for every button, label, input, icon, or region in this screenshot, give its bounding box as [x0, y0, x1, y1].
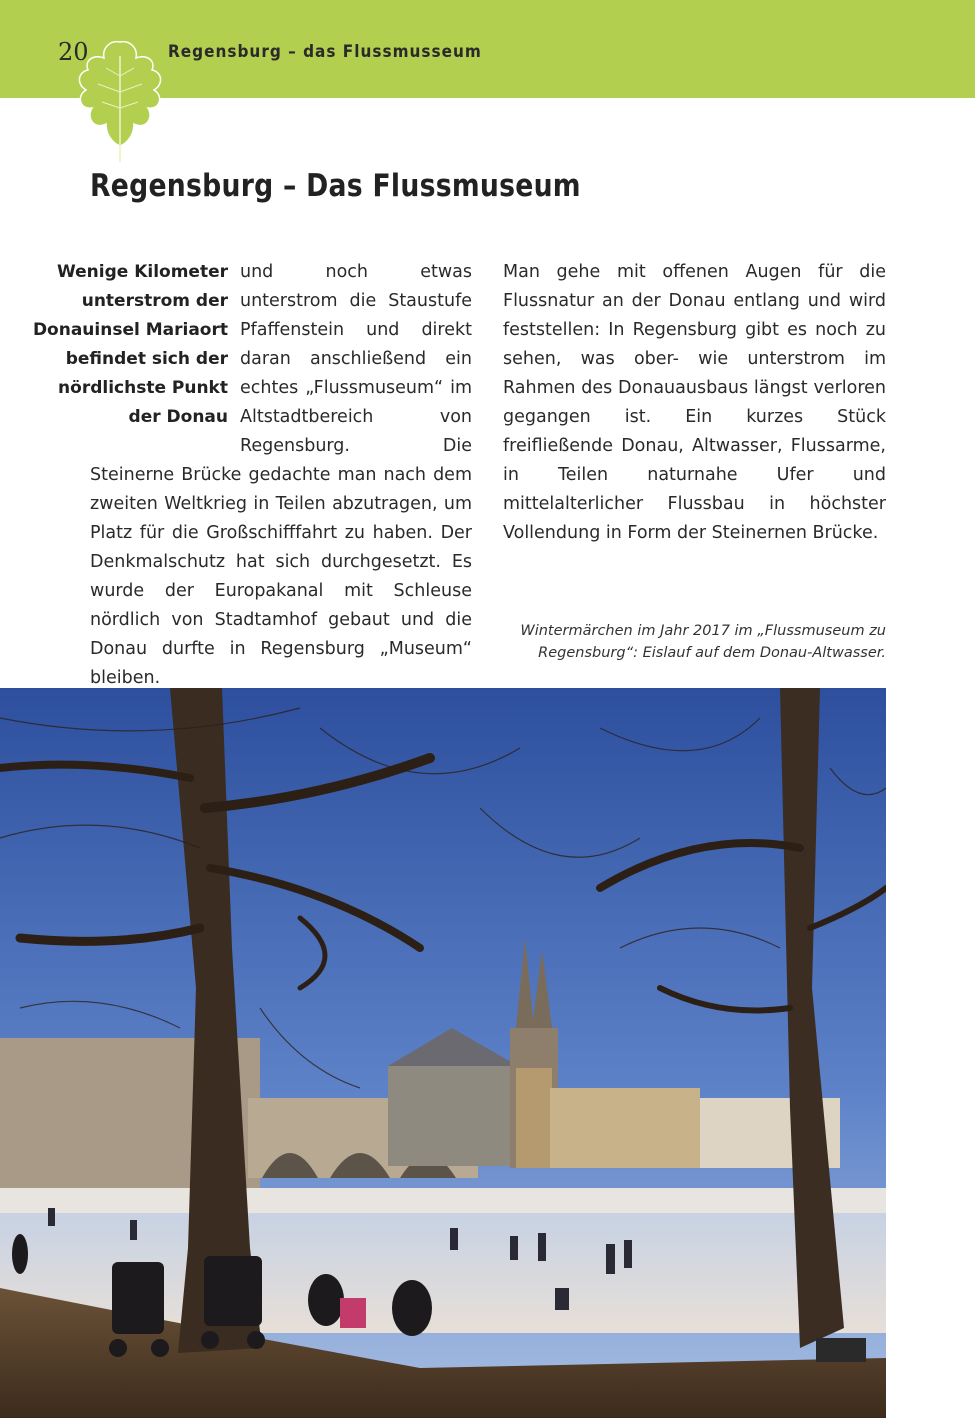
- body-column-1-text: und noch etwas unterstrom die Staustufe Pfaffenstein und direkt daran anschließend ein echtes „Flussmuseum“ im Altstadtbereich von Regensburg. Die Steinerne Brücke gedachte man nach dem zweiten Weltkrieg in Teilen abzutragen, um Platz für die Großschifffahrt zu haben. Der Denkmalschutz hat sich durchgesetzt. Es wurde der Europakanal mit Schleuse nördlich von Stadtamhof gebaut und die Donau durfte in Regensburg „Museum“ bleiben.: [90, 262, 472, 688]
- page-number: 20: [58, 38, 89, 66]
- photo-caption: Wintermärchen im Jahr 2017 im „Flussmuseum zu Regensburg“: Eislauf auf dem Donau-Altwasser.: [520, 623, 886, 661]
- lead-text: Wenige Kilometer unterstrom der Donauinsel Mariaort befindet sich der nördlichste Punkt der Donau: [32, 262, 228, 427]
- body-column-1: [90, 258, 472, 693]
- body-column-2: Man gehe mit offenen Augen für die Flussnatur an der Donau entlang und wird feststellen: In Regensburg gibt es noch zu sehen, was ober- wie unterstrom im Rahmen des Donauausbaus längst verloren gegangen ist. Ein kurzes Stück freifließende Donau, Altwasser, Flussarme, in Teilen naturnahe Ufer und mittelalterlicher Flussbau in höchster Vollendung in Form der Steinernen Brücke.: [503, 262, 886, 543]
- winter-photo: [0, 688, 886, 1418]
- running-header: Regensburg – das Flussmusseum: [168, 42, 482, 62]
- page-title: Regensburg – Das Flussmuseum: [90, 168, 581, 204]
- lead-spacer: [90, 258, 240, 461]
